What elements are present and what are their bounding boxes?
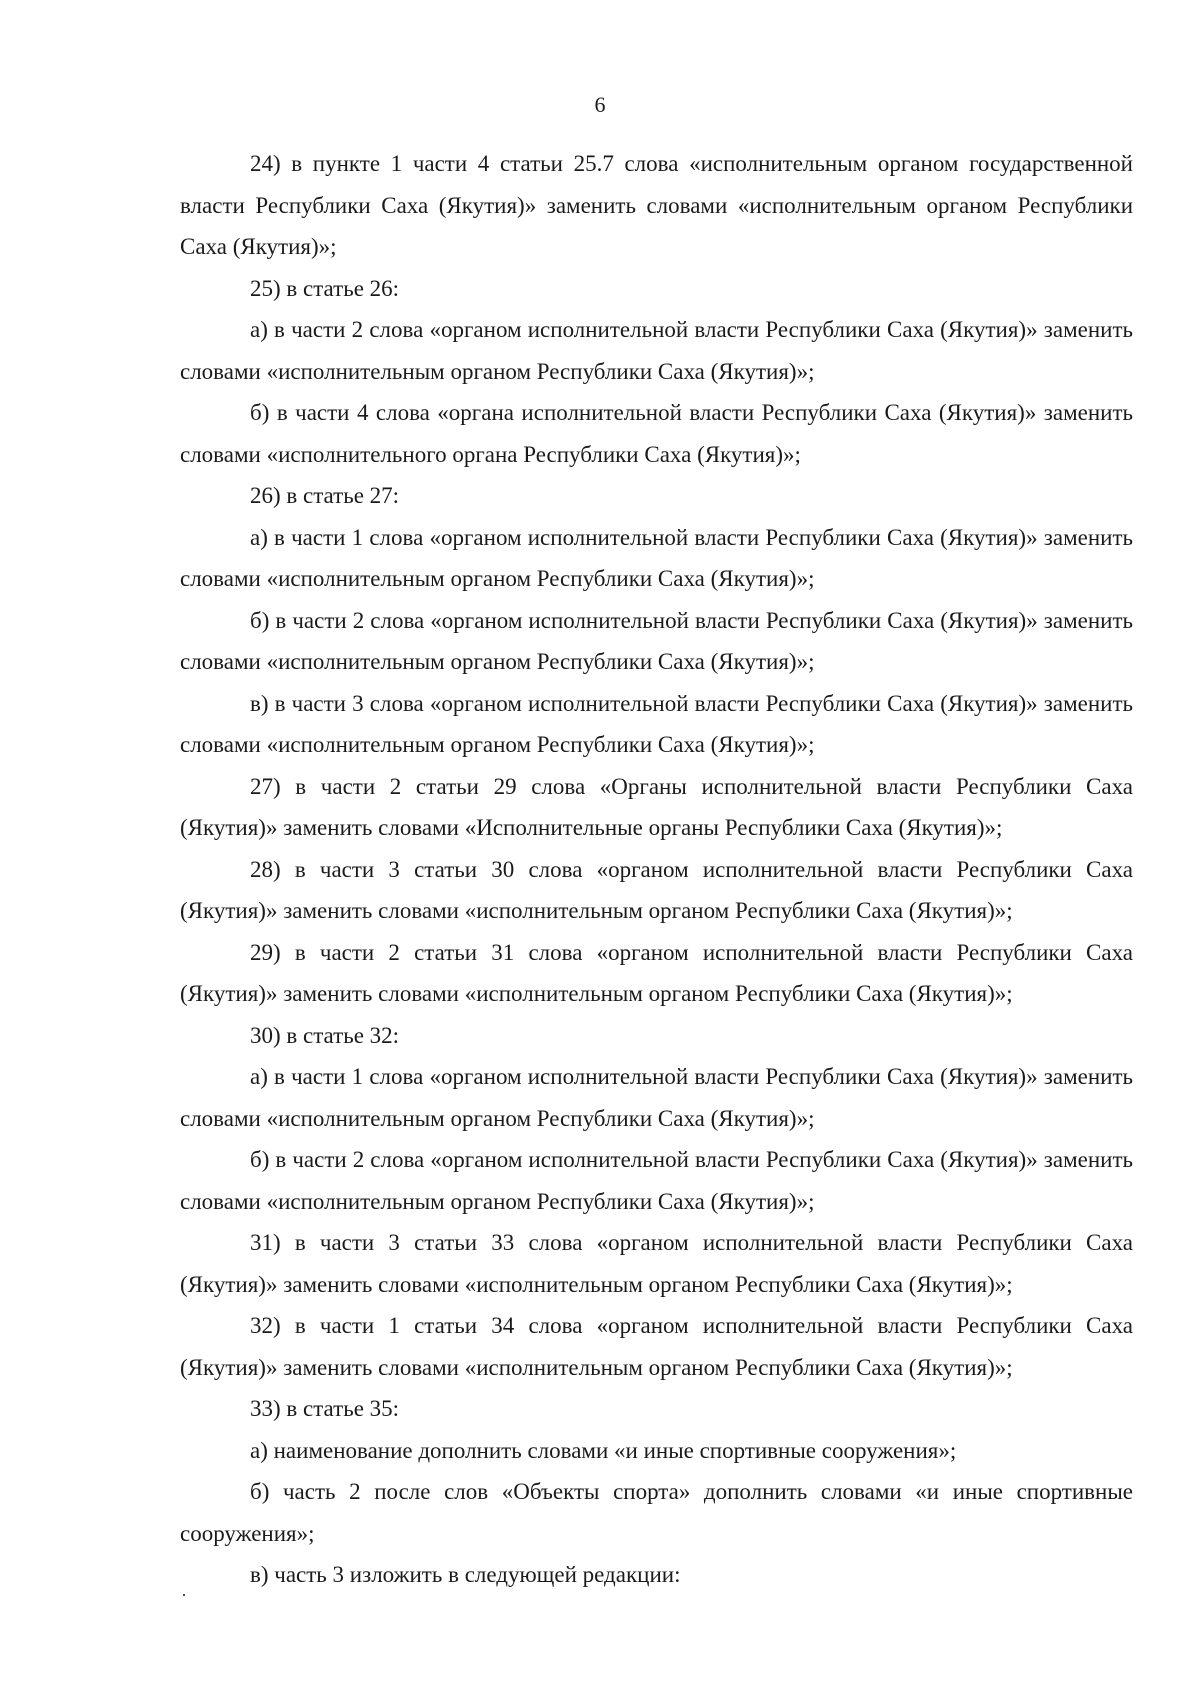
page-number: 6 <box>594 92 606 117</box>
paragraph-item-28: 28) в части 3 статьи 30 слова «органом исполнительной власти Республики Саха (Якутия)» заменить словами «исполнительным органом Республики Саха (Якутия)»; <box>180 856 1133 923</box>
scan-speck <box>183 1594 185 1596</box>
paragraph-item-25b: б) в части 4 слова «органа исполнительной власти Республики Саха (Якутия)» заменить словами «исполнительного органа Республики Саха (Якутия)»; <box>180 400 1133 467</box>
paragraph-item-25a: а) в части 2 слова «органом исполнительной власти Республики Саха (Якутия)» заменить словами «исполнительным органом Республики Саха (Якутия)»; <box>180 317 1133 384</box>
paragraph-item-30b: б) в части 2 слова «органом исполнительной власти Республики Саха (Якутия)» заменить словами «исполнительным органом Республики Саха (Якутия)»; <box>180 1147 1133 1214</box>
paragraph-item-30a: а) в части 1 слова «органом исполнительной власти Республики Саха (Якутия)» заменить словами «исполнительным органом Республики Саха (Якутия)»; <box>180 1064 1133 1131</box>
paragraph-item-33: 33) в статье 35: <box>250 1396 400 1421</box>
paragraph-item-26a: а) в части 1 слова «органом исполнительной власти Республики Саха (Якутия)» заменить словами «исполнительным органом Республики Саха (Якутия)»; <box>180 524 1133 591</box>
paragraph-item-27: 27) в части 2 статьи 29 слова «Органы исполнительной власти Республики Саха (Якутия)» заменить словами «Исполнительные органы Республики Саха (Якутия)»; <box>180 773 1133 840</box>
paragraph-item-33v: в) часть 3 изложить в следующей редакции: <box>250 1562 681 1587</box>
paragraph-item-32: 32) в части 1 статьи 34 слова «органом исполнительной власти Республики Саха (Якутия)» заменить словами «исполнительным органом Республики Саха (Якутия)»; <box>180 1313 1133 1380</box>
paragraph-item-26v: в) в части 3 слова «органом исполнительной власти Республики Саха (Якутия)» заменить словами «исполнительным органом Республики Саха (Якутия)»; <box>180 690 1133 757</box>
paragraph-item-33b: б) часть 2 после слов «Объекты спорта» дополнить словами «и иные спортивные сооружения»; <box>180 1479 1133 1546</box>
paragraph-item-29: 29) в части 2 статьи 31 слова «органом исполнительной власти Республики Саха (Якутия)» заменить словами «исполнительным органом Республики Саха (Якутия)»; <box>180 939 1133 1006</box>
paragraph-item-24: 24) в пункте 1 части 4 статьи 25.7 слова «исполнительным органом государственной власти Республики Саха (Якутия)» заменить словами «исполнительным органом Республики Саха (Якутия)»; <box>180 151 1133 259</box>
document-body <box>180 143 1133 1596</box>
paragraph-item-30: 30) в статье 32: <box>250 1022 400 1048</box>
paragraph-item-25: 25) в статье 26: <box>250 275 400 301</box>
paragraph-item-26: 26) в статье 27: <box>250 483 400 508</box>
paragraph-item-26b: б) в части 2 слова «органом исполнительной власти Республики Саха (Якутия)» заменить словами «исполнительным органом Республики Саха (Якутия)»; <box>180 607 1133 674</box>
paragraph-item-31: 31) в части 3 статьи 33 слова «органом исполнительной власти Республики Саха (Якутия)» заменить словами «исполнительным органом Республики Саха (Якутия)»; <box>180 1230 1133 1297</box>
paragraph-item-33a: а) наименование дополнить словами «и иные спортивные сооружения»; <box>250 1437 957 1463</box>
